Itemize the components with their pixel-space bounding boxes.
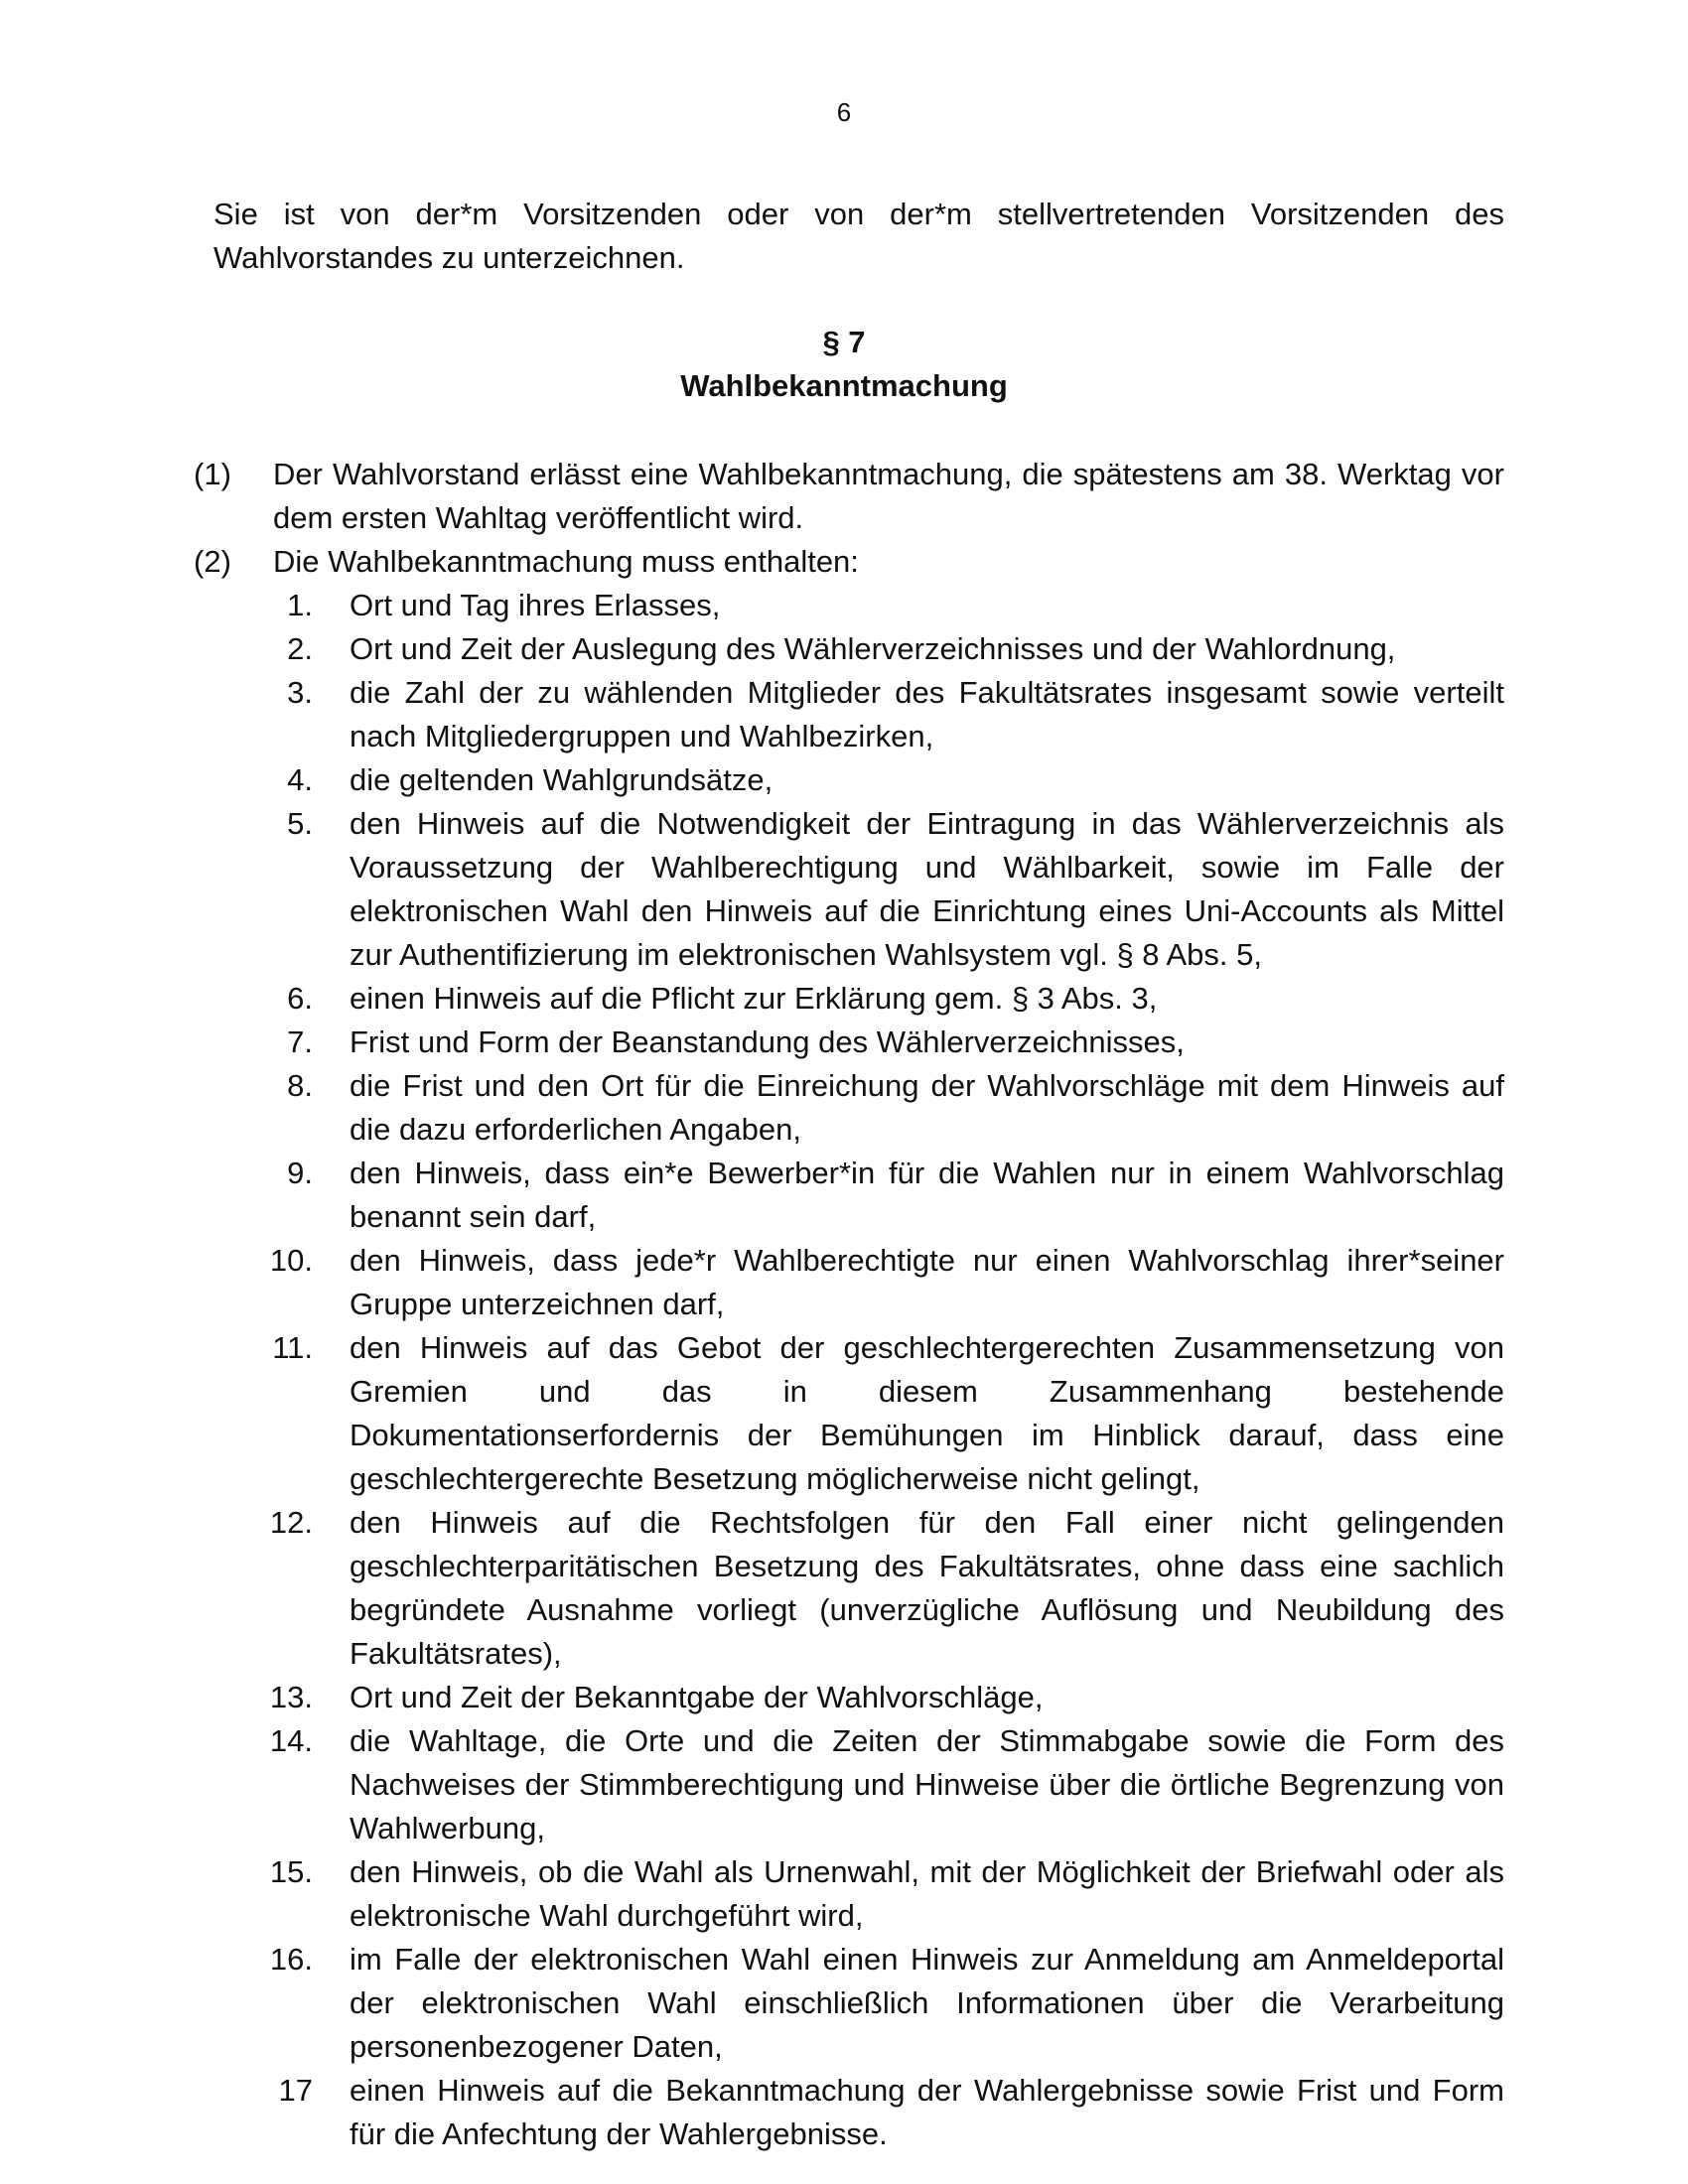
list-item	[194, 1326, 1504, 1501]
paragraph-text: Der Wahlvorstand erlässt eine Wahlbekanntmachung, die spätestens am 38. Werktag vor dem ersten Wahltag veröffentlicht wird.	[273, 457, 1504, 535]
section-number: § 7	[822, 325, 866, 359]
section-heading	[0, 321, 1688, 408]
list-item	[194, 1152, 1504, 1239]
list-item	[194, 671, 1504, 758]
list-item	[194, 1719, 1504, 1850]
list-item-number: 12.	[269, 1505, 313, 1540]
list-item-number: 6.	[287, 981, 313, 1016]
list-item-text: im Falle der elektronischen Wahl einen Hinweis zur Anmeldung am Anmeldeportal der elektronischen Wahl einschließlich Informationen über die Verarbeitung personenbezogener Daten,	[350, 1942, 1504, 2064]
paragraph-1	[194, 453, 1504, 540]
list-item-text: den Hinweis auf die Notwendigkeit der Eintragung in das Wählerverzeichnis als Voraussetzung der Wahlberechtigung und Wählbarkeit, sowie im Falle der elektronischen Wahl den Hinweis auf die Einrichtung eines Uni-Accounts als Mittel zur Authentifizierung im elektronischen Wahlsystem vgl. § 8 Abs. 5,	[350, 806, 1504, 972]
page-number: 6	[836, 97, 852, 127]
list-item	[194, 584, 1504, 627]
list-item-number: 16.	[269, 1942, 313, 1977]
list-item-text: Ort und Tag ihres Erlasses,	[350, 588, 721, 622]
list-item-text: den Hinweis, dass jede*r Wahlberechtigte nur einen Wahlvorschlag ihrer*seiner Gruppe unterzeichnen darf,	[350, 1243, 1504, 1321]
list-item-text: einen Hinweis auf die Pflicht zur Erklärung gem. § 3 Abs. 3,	[350, 981, 1158, 1016]
list-item-number: 8.	[287, 1068, 313, 1103]
paragraph-number: (2)	[194, 544, 231, 579]
list-item	[194, 802, 1504, 977]
list-item-text: die Zahl der zu wählenden Mitglieder des Fakultätsrates insgesamt sowie verteilt nach Mitgliedergruppen und Wahlbezirken,	[350, 675, 1504, 753]
paragraph-number: (1)	[194, 457, 231, 491]
list-item-number: 5.	[287, 806, 313, 841]
list-item	[194, 1064, 1504, 1152]
paragraph-2	[194, 540, 1504, 584]
list-item-text: Frist und Form der Beanstandung des Wählerverzeichnisses,	[350, 1024, 1185, 1059]
list-item-number: 10.	[269, 1243, 313, 1278]
list-item-number: 17	[278, 2073, 313, 2108]
list-item-number: 15.	[269, 1854, 313, 1889]
list-item-text: Ort und Zeit der Bekanntgabe der Wahlvorschläge,	[350, 1680, 1044, 1714]
list-item-number: 14.	[269, 1723, 313, 1758]
list-item	[194, 758, 1504, 802]
enumerated-list	[194, 584, 1504, 2156]
list-item-text: den Hinweis auf das Gebot der geschlechtergerechten Zusammensetzung von Gremien und das in diesem Zusammenhang bestehende Dokumentationserfordernis der Bemühungen im Hinblick darauf, dass eine geschlechtergerechte Besetzung möglicherweise nicht gelingt,	[350, 1330, 1504, 1496]
list-item-number: 11.	[272, 1330, 313, 1365]
list-item	[194, 1021, 1504, 1064]
list-item-number: 9.	[287, 1156, 313, 1190]
list-item-text: den Hinweis, ob die Wahl als Urnenwahl, mit der Möglichkeit der Briefwahl oder als elektronische Wahl durchgeführt wird,	[350, 1854, 1504, 1933]
list-item	[194, 627, 1504, 671]
list-item-text: einen Hinweis auf die Bekanntmachung der Wahlergebnisse sowie Frist und Form für die Anfechtung der Wahlergebnisse.	[350, 2073, 1504, 2151]
list-item-number: 2.	[287, 631, 313, 666]
list-item	[194, 1850, 1504, 1938]
list-item-number: 7.	[287, 1024, 313, 1059]
section-title: Wahlbekanntmachung	[680, 368, 1008, 403]
list-item	[194, 1676, 1504, 1719]
list-item-text: die Wahltage, die Orte und die Zeiten der Stimmabgabe sowie die Form des Nachweises der Stimmberechtigung und Hinweise über die örtliche Begrenzung von Wahlwerbung,	[350, 1723, 1504, 1845]
list-item-number: 4.	[287, 762, 313, 797]
list-item-text: die geltenden Wahlgrundsätze,	[350, 762, 774, 797]
list-item	[194, 1501, 1504, 1676]
list-item-text: Ort und Zeit der Auslegung des Wählerverzeichnisses und der Wahlordnung,	[350, 631, 1396, 666]
list-item-text: den Hinweis auf die Rechtsfolgen für den Fall einer nicht gelingenden geschlechterparitätischen Besetzung des Fakultätsrates, ohne dass eine sachlich begründete Ausnahme vorliegt (unverzügliche Auflösung und Neubildung des Fakultätsrates),	[350, 1505, 1504, 1671]
list-item	[194, 977, 1504, 1021]
list-item-number: 13.	[269, 1680, 313, 1714]
list-item-number: 3.	[287, 675, 313, 710]
list-item	[194, 2069, 1504, 2156]
list-item	[194, 1239, 1504, 1326]
list-item-number: 1.	[287, 588, 313, 622]
section-body	[194, 453, 1504, 2156]
list-item-text: den Hinweis, dass ein*e Bewerber*in für die Wahlen nur in einem Wahlvorschlag benannt sein darf,	[350, 1156, 1504, 1234]
list-item-text: die Frist und den Ort für die Einreichung der Wahlvorschläge mit dem Hinweis auf die dazu erforderlichen Angaben,	[350, 1068, 1504, 1147]
intro-paragraph: Sie ist von der*m Vorsitzenden oder von der*m stellvertretenden Vorsitzenden des Wahlvorstandes zu unterzeichnen.	[213, 197, 1504, 275]
list-item	[194, 1938, 1504, 2069]
paragraph-text: Die Wahlbekanntmachung muss enthalten:	[273, 544, 859, 579]
